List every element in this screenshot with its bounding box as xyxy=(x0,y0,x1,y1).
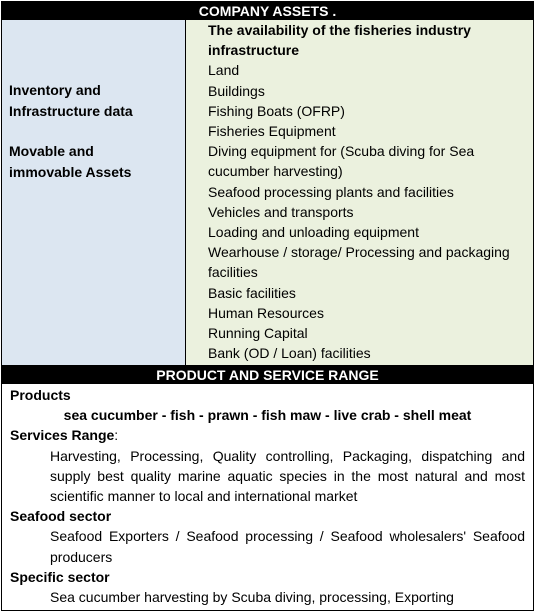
assets-category-column xyxy=(2,20,186,365)
company-profile-sheet xyxy=(1,1,534,611)
assets-label-group xyxy=(9,141,185,182)
category-label: Inventory and xyxy=(9,82,101,98)
list-item: Fisheries Equipment xyxy=(208,123,336,140)
services-colon: : xyxy=(114,427,119,444)
list-item: Buildings xyxy=(208,82,265,99)
list-item: Fishing Boats (OFRP) xyxy=(208,102,345,119)
category-label: Movable and xyxy=(9,143,94,159)
list-item: Seafood processing plants and facilities xyxy=(208,183,454,200)
list-item: Land xyxy=(208,62,240,79)
category-label: Infrastructure data xyxy=(9,102,133,119)
services-label: Services Range xyxy=(10,427,115,444)
list-item: Diving equipment for (Scuba diving for Sea cucumber harvesting) xyxy=(208,143,475,180)
list-item: Running Capital xyxy=(208,325,308,342)
list-item: Vehicles and transports xyxy=(208,203,354,220)
product-range-header: PRODUCT AND SERVICE RANGE xyxy=(2,366,533,384)
category-label: immovable Assets xyxy=(9,163,132,180)
infrastructure-heading: The availability of the fisheries industry infrastructure xyxy=(208,22,471,59)
list-item: Bank (OD / Loan) facilities xyxy=(208,345,371,362)
inventory-label-group xyxy=(9,80,185,121)
list-item: Basic facilities xyxy=(208,284,296,301)
company-assets-section xyxy=(2,20,533,366)
seafood-sector-label: Seafood sector xyxy=(10,508,112,525)
products-value: sea cucumber - fish - prawn - fish maw - live crab - shell meat xyxy=(63,407,472,424)
list-item: Wearhouse / storage/ Processing and packaging facilities xyxy=(208,244,510,281)
services-row xyxy=(10,425,525,445)
specific-sector-label: Specific sector xyxy=(10,568,110,585)
company-assets-header: COMPANY ASSETS . xyxy=(2,2,533,20)
list-item: Human Resources xyxy=(208,304,324,321)
specific-sector-text: Sea cucumber harvesting by Scuba diving, processing, Exporting xyxy=(50,589,454,606)
product-range-section xyxy=(2,384,533,607)
services-text: Harvesting, Processing, Quality controlling, Packaging, dispatching and supply best quality marine aquatic species in the most natural and most scientific manner to local and international market xyxy=(50,447,525,505)
seafood-sector-text: Seafood Exporters / Seafood processing / Seafood wholesalers' Seafood producers xyxy=(50,528,525,565)
infrastructure-list xyxy=(186,20,533,365)
products-label: Products xyxy=(10,387,71,403)
list-item: Loading and unloading equipment xyxy=(208,224,419,241)
